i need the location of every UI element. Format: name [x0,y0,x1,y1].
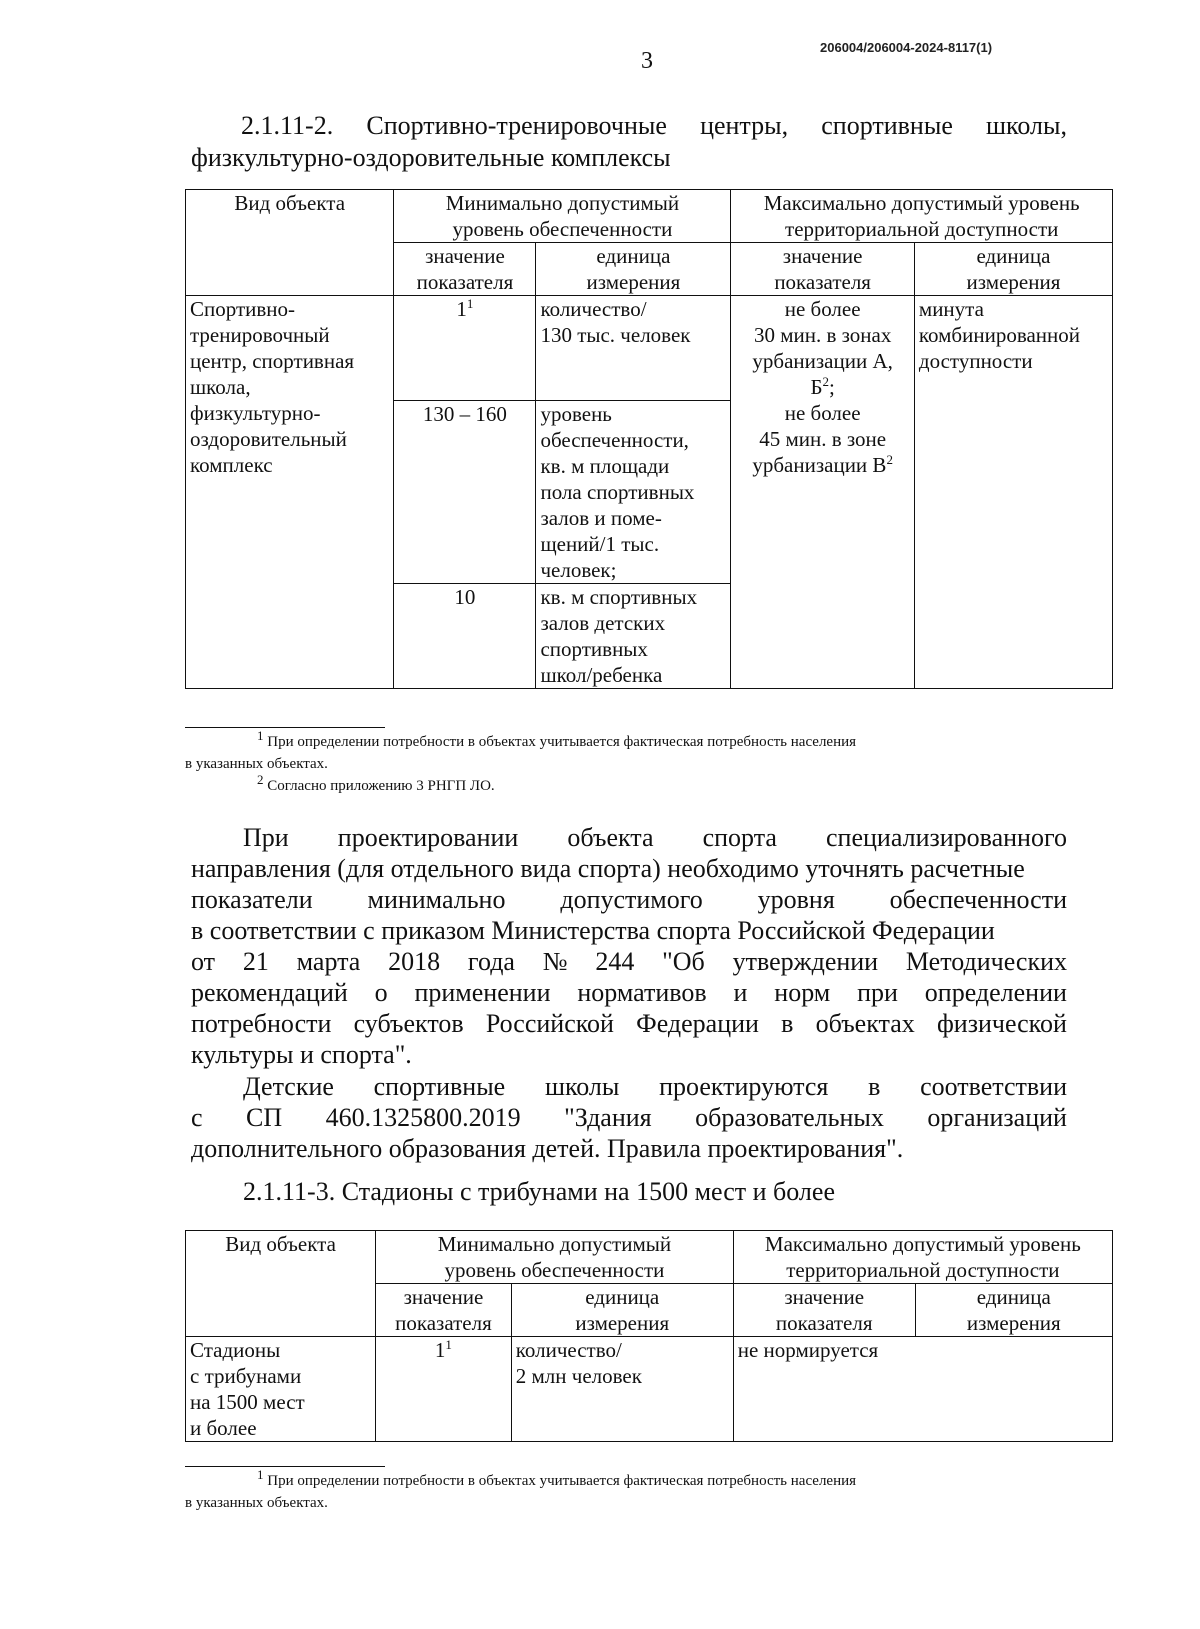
heading-word: школы, [986,111,1067,140]
unit-cell: кв. м спортивных залов детских спортивных школ/ребенка [536,584,731,689]
access-cell: не нормируется [733,1337,1112,1442]
footnote-1-continuation: в указанных объектах. [185,756,328,772]
section-heading-2-1-11-2 [191,110,1067,174]
header-min-level: Минимально допустимый уровень обеспеченности [376,1231,734,1284]
heading-word: спортивные [821,111,953,140]
unit-cell: уровень обеспеченности, кв. м площади пола спортивных залов и поме- щений/1 тыс. человек; [536,401,731,584]
subheader-value: значение показателя [394,243,536,296]
unit-cell: количество/ 2 млн человек [511,1337,733,1442]
footnote-1: $^1$ При определении потребности в объектах учитывается фактическая потребность населения [257,728,857,750]
heading-word: 2.1.11-2. [241,111,334,140]
subheader-unit: единица измерения [511,1284,733,1337]
header-object-type: Вид объекта [186,1231,376,1337]
footnotes-section1 [185,728,1065,797]
paragraph-sports-facility-design: При проектировании объекта спорта специализированного направления (для отдельного вида спорта) необходимо уточнять расчетные показатели минимально допустимого уровня обеспеченности в соответствии с приказом Министерства спорта Российской Федерации от 21 марта 2018 года № 244 "Об утверждении Методических рекомендаций о применении нормативов и норм при определении потребности субъектов Российской Федерации в объектах физической культуры и спорта". [191,823,1067,1069]
header-object-type: Вид объекта [186,190,394,296]
object-name-cell: Спортивно- тренировочный центр, спортивная школа, физкультурно- оздоровительный комплекс [186,296,394,689]
heading-line-2: физкультурно-оздоровительные комплексы [191,143,671,172]
unit-cell: количество/ 130 тыс. человек [536,296,731,401]
subheader-value: значение показателя [376,1284,512,1337]
value-cell: $1^1$ [394,296,536,401]
footnote-rule [185,727,385,728]
footnotes-section2 [185,1467,1065,1514]
subheader-value: значение показателя [731,243,915,296]
heading-line-1 [191,110,1067,142]
header-max-access: Максимально допустимый уровень территориальной доступности [731,190,1113,243]
stadiums-table [185,1230,1113,1442]
header-max-access: Максимально допустимый уровень территориальной доступности [733,1231,1112,1284]
subheader-unit: единица измерения [536,243,731,296]
document-number: 206004/206004-2024-8117(1) [820,40,993,55]
access-value-cell: не более 30 мин. в зонах урбанизации А, $Б^2$; не более 45 мин. в зоне урбанизации $В^2$ [731,296,915,689]
page-number: 3 [641,48,653,74]
paragraph-children-sports-schools: Детские спортивные школы проектируются в соответствии с СП 460.1325800.2019 "Здания образовательных организаций дополнительного образования детей. Правила проектирования". [191,1072,1067,1163]
footnote-1-continuation: в указанных объектах. [185,1495,328,1511]
table-row [186,296,1113,401]
footnote-1: $^1$ При определении потребности в объектах учитывается фактическая потребность населения [257,1467,857,1489]
footnote-rule [185,1466,385,1467]
value-cell: 130 – 160 [394,401,536,584]
table-row [186,1337,1113,1442]
value-cell: 10 [394,584,536,689]
heading-word: центры, [700,111,789,140]
subheader-unit: единица измерения [914,243,1112,296]
sports-centers-table [185,189,1113,689]
value-cell: $1^1$ [376,1337,512,1442]
subheader-value: значение показателя [733,1284,915,1337]
heading-word: Спортивно-тренировочные [366,111,667,140]
subheader-unit: единица измерения [915,1284,1112,1337]
access-unit-cell: минута комбинированной доступности [914,296,1112,689]
section-heading-2-1-11-3: 2.1.11-3. Стадионы с трибунами на 1500 мест и более [243,1177,835,1206]
header-min-level: Минимально допустимый уровень обеспеченности [394,190,731,243]
footnote-2: $^2$ Согласно приложению 3 РНГП ЛО. [257,772,495,794]
object-name-cell: Стадионы с трибунами на 1500 мест и более [186,1337,376,1442]
